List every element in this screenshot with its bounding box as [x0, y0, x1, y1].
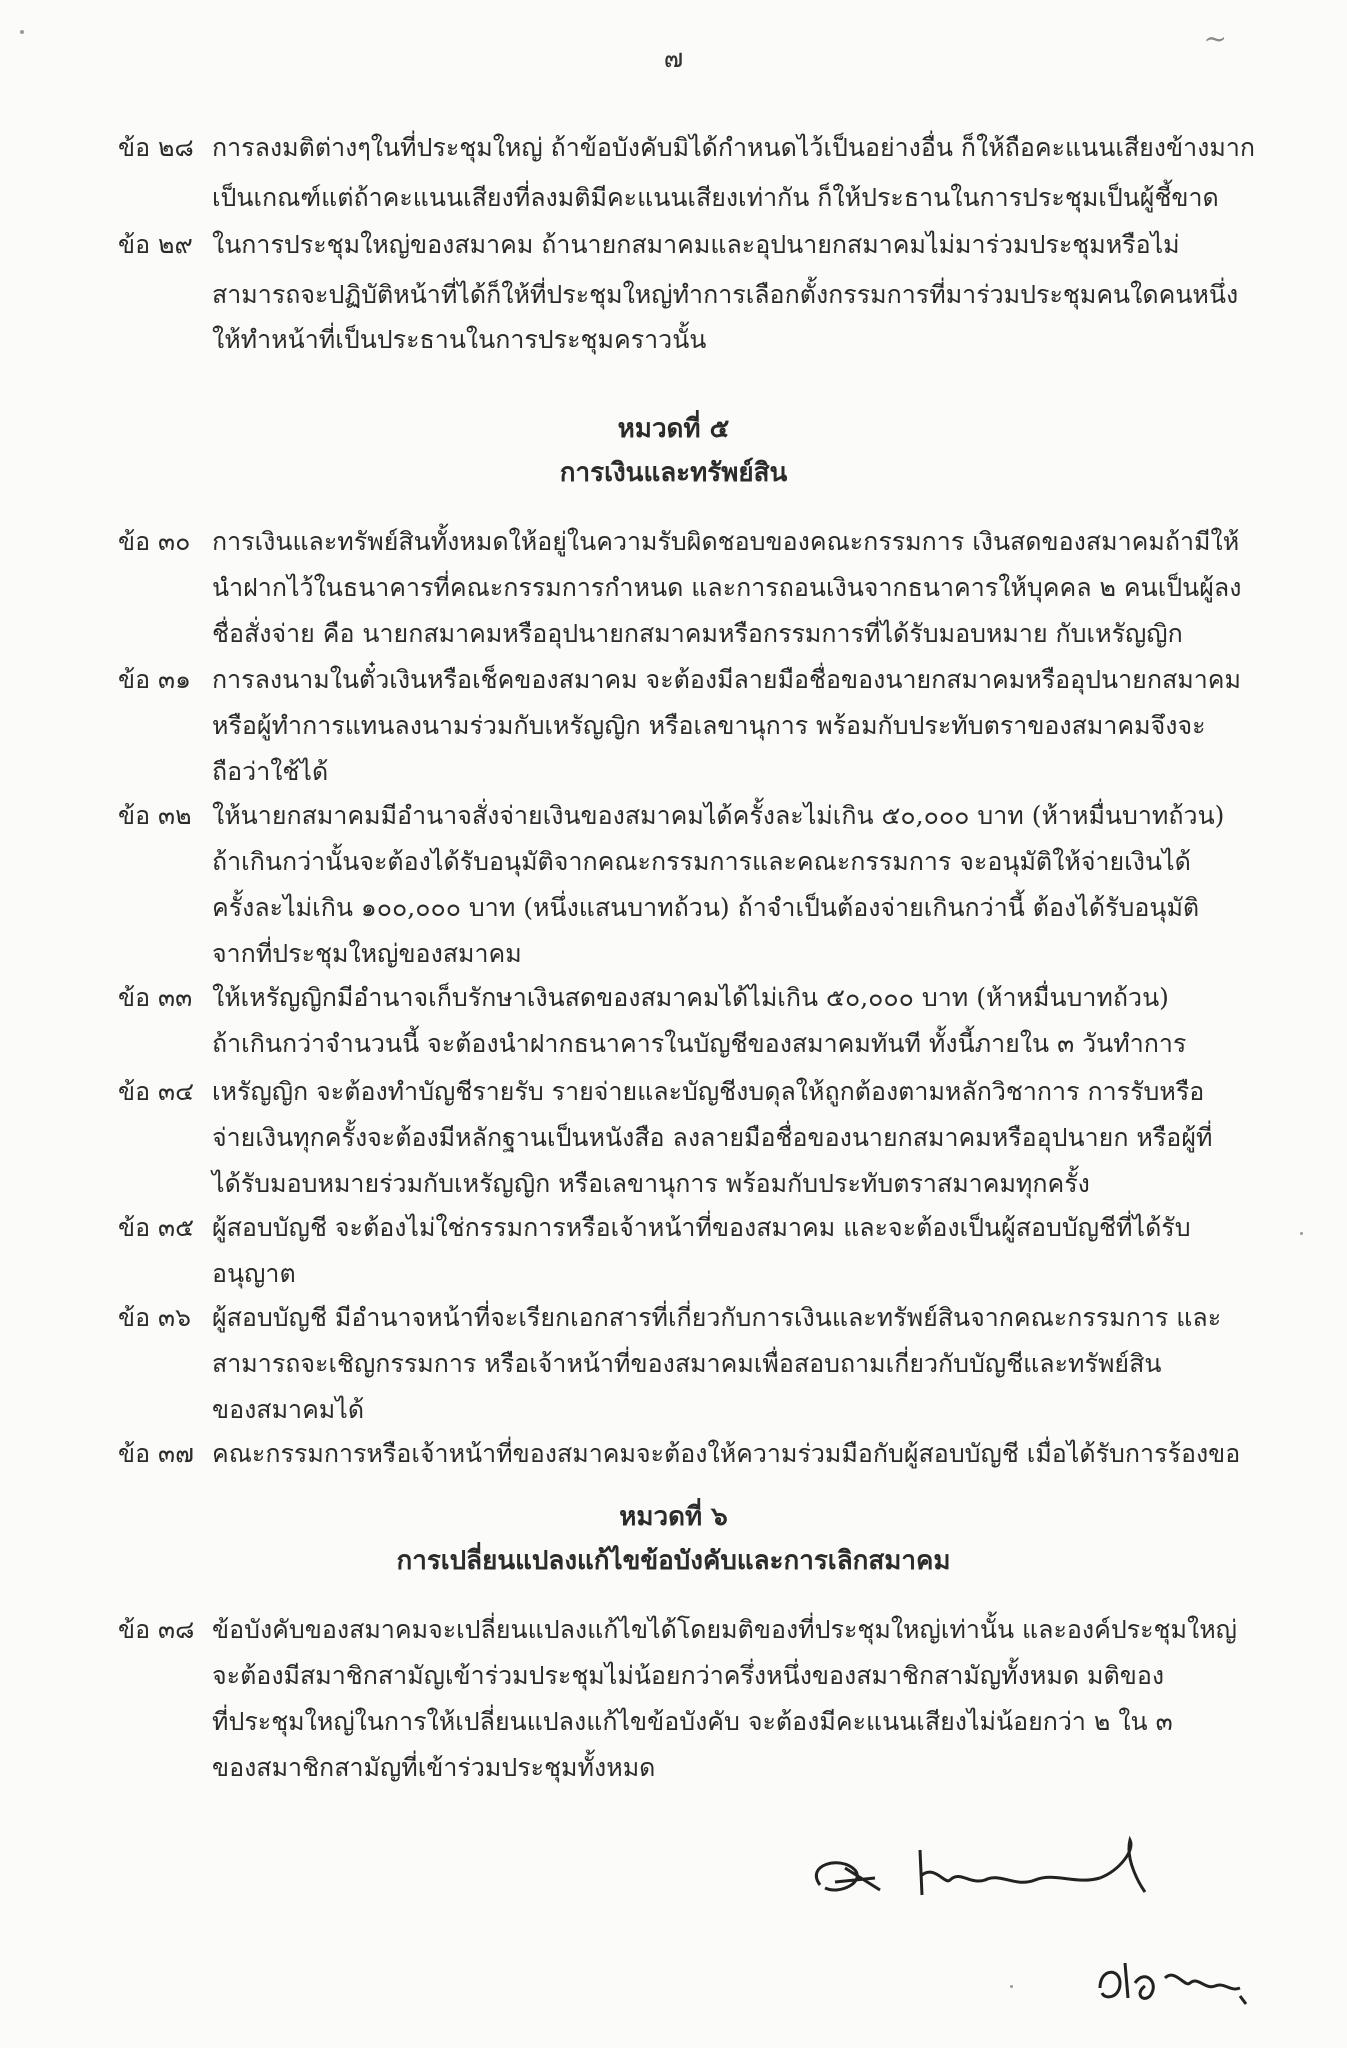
- clause-30-line: ชื่อสั่งจ่าย คือ นายกสมาคมหรืออุปนายกสมาคมหรือกรรมการที่ได้รับมอบหมาย กับเหรัญญิก: [212, 619, 1183, 648]
- clause-35-label: ข้อ ๓๕: [118, 1213, 195, 1242]
- clause-31-line: ถือว่าใช้ได้: [212, 757, 329, 786]
- clause-32-label: ข้อ ๓๒: [118, 801, 192, 830]
- corner-scribble: ~: [1203, 22, 1227, 55]
- section-5-title: หมวดที่ ๕: [617, 414, 730, 444]
- clause-38-line: ของสมาชิกสามัญที่เข้าร่วมประชุมทั้งหมด: [212, 1753, 656, 1782]
- clause-30-line: การเงินและทรัพย์สินทั้งหมดให้อยู่ในความรับผิดชอบของคณะกรรมการ เงินสดของสมาคมถ้ามีให้: [212, 527, 1240, 556]
- clause-31-line: หรือผู้ทำการแทนลงนามร่วมกับเหรัญญิก หรือเลขานุการ พร้อมกับประทับตราของสมาคมจึงจะ: [212, 711, 1206, 740]
- handwritten-signature-1: [800, 1830, 1200, 1920]
- clause-35-line: ผู้สอบบัญชี จะต้องไม่ใช่กรรมการหรือเจ้าหน้าที่ของสมาคม และจะต้องเป็นผู้สอบบัญชีที่ได้รับ: [212, 1213, 1191, 1242]
- clause-36-label: ข้อ ๓๖: [118, 1303, 192, 1332]
- clause-36-line: ของสมาคมได้: [212, 1395, 365, 1424]
- section-5-subtitle: การเงินและทรัพย์สิน: [559, 458, 788, 488]
- clause-28-line: เป็นเกณฑ์แต่ถ้าคะแนนเสียงที่ลงมติมีคะแนนเสียงเท่ากัน ก็ให้ประธานในการประชุมเป็นผู้ชี้ขาด: [212, 183, 1219, 212]
- scan-speck: [20, 30, 24, 34]
- clause-29-label: ข้อ ๒๙: [118, 230, 193, 259]
- clause-32-line: ให้นายกสมาคมมีอำนาจสั่งจ่ายเงินของสมาคมได้ครั้งละไม่เกิน ๕๐,๐๐๐ บาท (ห้าหมื่นบาทถ้วน): [212, 801, 1225, 830]
- clause-34-line: ได้รับมอบหมายร่วมกับเหรัญญิก หรือเลขานุการ พร้อมกับประทับตราสมาคมทุกครั้ง: [212, 1169, 1090, 1198]
- handwritten-initials-2: [1090, 1948, 1270, 2018]
- clause-33-label: ข้อ ๓๓: [118, 983, 193, 1012]
- clause-31-line: การลงนามในตั๋วเงินหรือเช็คของสมาคม จะต้องมีลายมือชื่อของนายกสมาคมหรืออุปนายกสมาคม: [212, 665, 1241, 694]
- clause-32-line: ครั้งละไม่เกิน ๑๐๐,๐๐๐ บาท (หนึ่งแสนบาทถ้วน) ถ้าจำเป็นต้องจ่ายเกินกว่านี้ ต้องได้รับอนุมัติ: [212, 893, 1200, 922]
- clause-33-line: ให้เหรัญญิกมีอำนาจเก็บรักษาเงินสดของสมาคมได้ไม่เกิน ๕๐,๐๐๐ บาท (ห้าหมื่นบาทถ้วน): [212, 983, 1169, 1012]
- clause-38-label: ข้อ ๓๘: [118, 1615, 195, 1644]
- clause-37-line: คณะกรรมการหรือเจ้าหน้าที่ของสมาคมจะต้องให้ความร่วมมือกับผู้สอบบัญชี เมื่อได้รับการร้องขอ: [212, 1439, 1241, 1468]
- clause-36-line: ผู้สอบบัญชี มีอำนาจหน้าที่จะเรียกเอกสารที่เกี่ยวกับการเงินและทรัพย์สินจากคณะกรรมการ และ: [212, 1303, 1222, 1332]
- clause-34-line: เหรัญญิก จะต้องทำบัญชีรายรับ รายจ่ายและบัญชีงบดุลให้ถูกต้องตามหลักวิชาการ การรับหรือ: [212, 1077, 1205, 1106]
- clause-38-line: จะต้องมีสมาชิกสามัญเข้าร่วมประชุมไม่น้อยกว่าครึ่งหนึ่งของสมาชิกสามัญทั้งหมด มติของ: [212, 1661, 1165, 1690]
- clause-32-line: จากที่ประชุมใหญ่ของสมาคม: [212, 939, 522, 968]
- clause-32-line: ถ้าเกินกว่านั้นจะต้องได้รับอนุมัติจากคณะกรรมการและคณะกรรมการ จะอนุมัติให้จ่ายเงินได้: [212, 847, 1191, 876]
- clause-38-line: ข้อบังคับของสมาคมจะเปลี่ยนแปลงแก้ไขได้โดยมติของที่ประชุมใหญ่เท่านั้น และองค์ประชุมใหญ่: [212, 1615, 1237, 1644]
- clause-31-label: ข้อ ๓๑: [118, 665, 192, 694]
- clause-29-line: ในการประชุมใหญ่ของสมาคม ถ้านายกสมาคมและอุปนายกสมาคมไม่มาร่วมประชุมหรือไม่: [212, 230, 1180, 259]
- scan-speck: [1300, 1232, 1303, 1235]
- clause-29-line: สามารถจะปฏิบัติหน้าที่ได้ก็ให้ที่ประชุมใหญ่ทำการเลือกตั้งกรรมการที่มาร่วมประชุมคนใดคนหนึ่ง: [212, 280, 1239, 309]
- clause-37-label: ข้อ ๓๗: [118, 1439, 194, 1468]
- section-6-title: หมวดที่ ๖: [619, 1502, 728, 1532]
- clause-28-label: ข้อ ๒๘: [118, 133, 194, 162]
- clause-28-line: การลงมติต่างๆในที่ประชุมใหญ่ ถ้าข้อบังคับมิได้กำหนดไว้เป็นอย่างอื่น ก็ให้ถือคะแนนเสียงข้างมาก: [212, 133, 1255, 162]
- clause-35-line: อนุญาต: [212, 1259, 296, 1288]
- page-number: ๗: [663, 44, 684, 74]
- clause-34-label: ข้อ ๓๔: [118, 1077, 195, 1106]
- clause-34-line: จ่ายเงินทุกครั้งจะต้องมีหลักฐานเป็นหนังสือ ลงลายมือชื่อของนายกสมาคมหรืออุปนายก หรือผู้ที่: [212, 1123, 1213, 1152]
- clause-38-line: ที่ประชุมใหญ่ในการให้เปลี่ยนแปลงแก้ไขข้อบังคับ จะต้องมีคะแนนเสียงไม่น้อยกว่า ๒ ใน ๓: [212, 1707, 1173, 1736]
- clause-30-line: นำฝากไว้ในธนาคารที่คณะกรรมการกำหนด และการถอนเงินจากธนาคารให้บุคคล ๒ คนเป็นผู้ลง: [212, 573, 1242, 602]
- clause-36-line: สามารถจะเชิญกรรมการ หรือเจ้าหน้าที่ของสมาคมเพื่อสอบถามเกี่ยวกับบัญชีและทรัพย์สิน: [212, 1349, 1162, 1378]
- clause-29-line: ให้ทำหน้าที่เป็นประธานในการประชุมคราวนั้น: [212, 325, 707, 354]
- section-6-subtitle: การเปลี่ยนแปลงแก้ไขข้อบังคับและการเลิกสมาคม: [396, 1546, 951, 1576]
- clause-30-label: ข้อ ๓๐: [118, 527, 191, 556]
- clause-33-line: ถ้าเกินกว่าจำนวนนี้ จะต้องนำฝากธนาคารในบัญชีของสมาคมทันที ทั้งนี้ภายใน ๓ วันทำการ: [212, 1029, 1187, 1058]
- scan-speck: [1010, 1985, 1013, 1988]
